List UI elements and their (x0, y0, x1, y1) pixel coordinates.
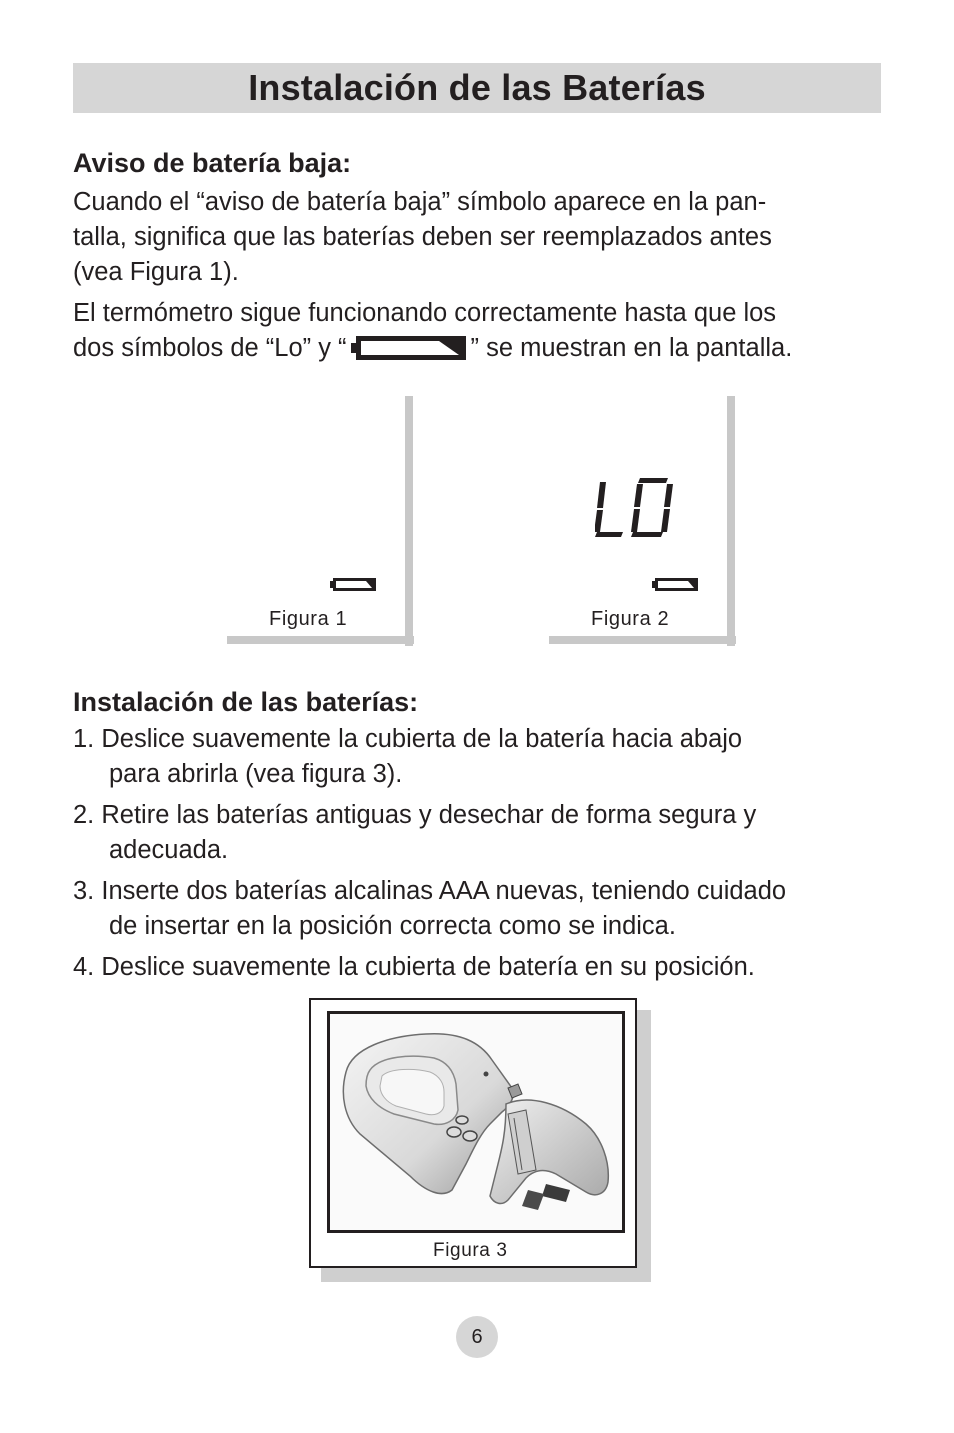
low-battery-paragraph-2 (73, 296, 883, 366)
panel-edge (727, 396, 735, 646)
panel-edge (405, 396, 413, 646)
step-text: adecuada. (109, 836, 229, 864)
lo-segment-display (595, 478, 673, 538)
step-text: de insertar en la posición correcta como se indica. (109, 912, 676, 940)
title-bar (73, 63, 881, 113)
list-item (73, 874, 903, 944)
low-battery-heading: Aviso de batería baja: (73, 148, 352, 178)
battery-low-icon (330, 578, 376, 591)
figure-1-caption: Figura 1 (269, 608, 348, 630)
step-number: 1. (73, 725, 95, 753)
step-text: Inserte dos baterías alcalinas AAA nuevas, teniendo cuidado (101, 877, 787, 905)
step-text: Retire las baterías antiguas y desechar de forma segura y (101, 801, 757, 829)
figure-2-display (549, 396, 736, 646)
install-heading: Instalación de las baterías: (73, 687, 419, 717)
page-number: 6 (456, 1316, 498, 1358)
low-battery-paragraph-1 (73, 185, 883, 290)
list-item (73, 798, 903, 868)
page-title: Instalación de las Baterías (248, 67, 706, 108)
step-text: Deslice suavemente la cubierta de batería en su posición. (101, 953, 755, 981)
figure-2-caption: Figura 2 (591, 608, 670, 630)
text-line: talla, significa que las baterías deben ser reemplazados antes (73, 223, 772, 251)
panel-edge (549, 636, 736, 644)
step-text: para abrirla (vea figura 3). (109, 760, 403, 788)
step-text: Deslice suavemente la cubierta de la batería hacia abajo (101, 725, 743, 753)
text-segment: dos símbolos de “Lo” y “ (73, 334, 347, 362)
step-number: 4. (73, 953, 95, 981)
figure-3 (309, 998, 641, 1271)
panel-edge (227, 636, 414, 644)
step-number: 3. (73, 877, 95, 905)
thermometer-image (327, 1011, 625, 1233)
text-segment: ” se muestran en la pantalla. (470, 334, 793, 362)
text-line: (vea Figura 1). (73, 258, 239, 286)
battery-low-icon (351, 335, 467, 359)
text-line (73, 331, 883, 366)
figure-frame (309, 998, 637, 1268)
list-item (73, 950, 903, 985)
text-line: Cuando el “aviso de batería baja” símbolo aparece en la pan- (73, 188, 767, 216)
step-number: 2. (73, 801, 95, 829)
battery-low-icon (652, 578, 698, 591)
figure-3-caption: Figura 3 (433, 1240, 508, 1261)
list-item (73, 722, 903, 792)
text-line: El termómetro sigue funcionando correctamente hasta que los (73, 299, 777, 327)
figure-1-display (227, 396, 414, 646)
